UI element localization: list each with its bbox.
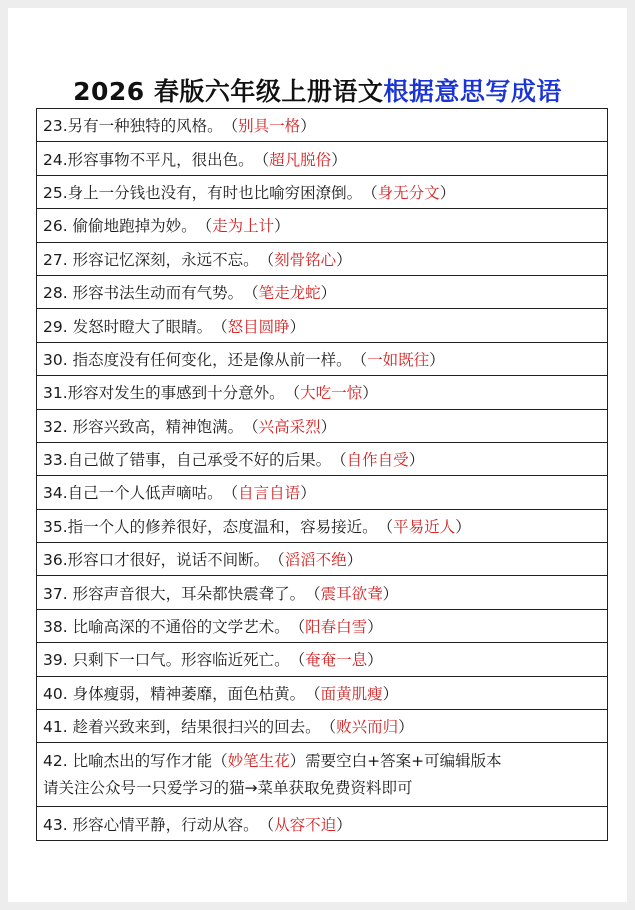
note-text: 需要空白+答案+可编辑版本 [305, 752, 502, 771]
table-row [37, 209, 607, 242]
table-row-43 [37, 807, 607, 840]
paren-open: （ [289, 618, 306, 637]
paren-open: （ [362, 183, 378, 202]
table-row [37, 376, 607, 409]
paren-open: （ [196, 217, 213, 236]
paren-close: ） [439, 183, 456, 202]
paren-open: （ [258, 815, 275, 834]
paren-close: ） [289, 317, 306, 336]
paren-open: （ [253, 150, 270, 169]
paren-open: （ [284, 384, 301, 403]
paren-close: ） [289, 752, 306, 771]
question-text: 33.自己做了错事，自己承受不好的后果。 [43, 451, 332, 470]
answer-text: 怒目圆睁 [227, 317, 290, 336]
title-main: 2026 春版六年级上册语文 [73, 77, 384, 106]
title-highlight: 根据意思写成语 [383, 77, 562, 106]
question-text: 34.自己一个人低声嘀咕。 [43, 484, 223, 503]
answer-text: 阳春白雪 [305, 618, 368, 637]
table-row [37, 543, 607, 576]
table-row [37, 610, 607, 643]
answer-text: 自作自受 [346, 451, 409, 470]
table-row-42 [37, 743, 607, 807]
paren-close: ） [455, 517, 471, 536]
table-row [37, 142, 607, 175]
paren-close: ） [274, 217, 290, 236]
paren-close: ） [382, 584, 399, 603]
question-text: 40. 身体瘦弱，精神萎靡，面色枯黄。 [43, 684, 306, 703]
paren-close: ） [408, 451, 425, 470]
table-row [37, 276, 607, 309]
answer-text: 兴高采烈 [258, 417, 321, 436]
paren-open: （ [351, 350, 368, 369]
table-row [37, 710, 607, 743]
document-page [8, 8, 627, 902]
paren-open: （ [377, 517, 394, 536]
paren-open: （ [320, 718, 337, 737]
answer-text: 笔走龙蛇 [258, 284, 321, 303]
paren-close: ） [367, 618, 383, 637]
paren-open: （ [222, 484, 239, 503]
paren-open: （ [243, 417, 259, 436]
answer-text: 别具一格 [238, 117, 301, 136]
paren-close: ） [346, 551, 363, 570]
table-row [37, 677, 607, 710]
paren-open: （ [258, 250, 275, 269]
paren-close: ） [336, 250, 352, 269]
answer-text: 平易近人 [393, 517, 456, 536]
table-row [37, 510, 607, 543]
question-text: 25.身上一分钱也没有，有时也比喻穷困潦倒。 [43, 183, 363, 202]
table-row [37, 243, 607, 276]
table-row [37, 410, 607, 443]
table-row [37, 309, 607, 342]
table-row [37, 576, 607, 609]
paren-close: ） [331, 150, 347, 169]
question-text: 27. 形容记忆深刻，永远不忘。 [43, 250, 259, 269]
question-text: 31.形容对发生的事感到十分意外。 [43, 384, 285, 403]
table-row [37, 343, 607, 376]
paren-close: ） [300, 117, 316, 136]
question-text: 36.形容口才很好，说话不间断。 [43, 551, 270, 570]
question-text: 37. 形容声音很大，耳朵都快震聋了。 [43, 584, 306, 603]
note-line-2: 请关注公众号一只爱学习的猫→菜单获取免费资料即可 [43, 779, 413, 798]
paren-open: （ [222, 117, 239, 136]
question-text: 42. 比喻杰出的写作才能 [43, 752, 213, 771]
paren-close: ） [336, 815, 352, 834]
question-text: 43. 形容心情平静，行动从容。 [43, 815, 259, 834]
paren-open: （ [243, 284, 259, 303]
idiom-table [36, 108, 608, 841]
table-row [37, 109, 607, 142]
answer-text: 从容不迫 [274, 815, 337, 834]
question-text: 41. 趁着兴致来到，结果很扫兴的回去。 [43, 718, 321, 737]
question-text: 30. 指态度没有任何变化，还是像从前一样。 [43, 350, 352, 369]
answer-text: 震耳欲聋 [320, 584, 383, 603]
page-title [8, 72, 627, 108]
table-row [37, 643, 607, 676]
paren-close: ） [320, 284, 337, 303]
paren-close: ） [300, 484, 316, 503]
paren-close: ） [367, 651, 383, 670]
paren-open: （ [212, 752, 228, 771]
table-row [37, 476, 607, 509]
question-text: 32. 形容兴致高，精神饱满。 [43, 417, 244, 436]
question-text: 39. 只剩下一口气。形容临近死亡。 [43, 651, 290, 670]
paren-open: （ [305, 584, 321, 603]
question-text: 38. 比喻高深的不通俗的文学艺术。 [43, 618, 290, 637]
question-text: 26. 偷偷地跑掉为妙。 [43, 217, 197, 236]
question-text: 29. 发怒时瞪大了眼睛。 [43, 317, 213, 336]
answer-text: 奄奄一息 [305, 651, 368, 670]
paren-open: （ [212, 317, 228, 336]
answer-text: 大吃一惊 [300, 384, 363, 403]
paren-close: ） [382, 684, 399, 703]
answer-text: 自言自语 [238, 484, 301, 503]
answer-text: 滔滔不绝 [284, 551, 347, 570]
answer-text: 超凡脱俗 [269, 150, 332, 169]
paren-close: ） [320, 417, 337, 436]
answer-text: 刻骨铭心 [274, 250, 337, 269]
answer-text: 妙笔生花 [227, 752, 290, 771]
table-row [37, 443, 607, 476]
paren-open: （ [331, 451, 347, 470]
paren-open: （ [269, 551, 285, 570]
question-text: 24.形容事物不平凡，很出色。 [43, 150, 254, 169]
answer-text: 身无分文 [377, 183, 440, 202]
question-text: 35.指一个人的修养很好，态度温和，容易接近。 [43, 517, 378, 536]
paren-close: ） [398, 718, 414, 737]
paren-close: ） [362, 384, 378, 403]
table-row [37, 176, 607, 209]
answer-text: 走为上计 [212, 217, 275, 236]
rows-container [37, 109, 607, 743]
answer-text: 面黄肌瘦 [320, 684, 383, 703]
answer-text: 一如既往 [367, 350, 430, 369]
paren-open: （ [305, 684, 321, 703]
question-text: 28. 形容书法生动而有气势。 [43, 284, 244, 303]
paren-open: （ [289, 651, 306, 670]
answer-text: 败兴而归 [336, 718, 399, 737]
paren-close: ） [429, 350, 445, 369]
question-text: 23.另有一种独特的风格。 [43, 117, 223, 136]
